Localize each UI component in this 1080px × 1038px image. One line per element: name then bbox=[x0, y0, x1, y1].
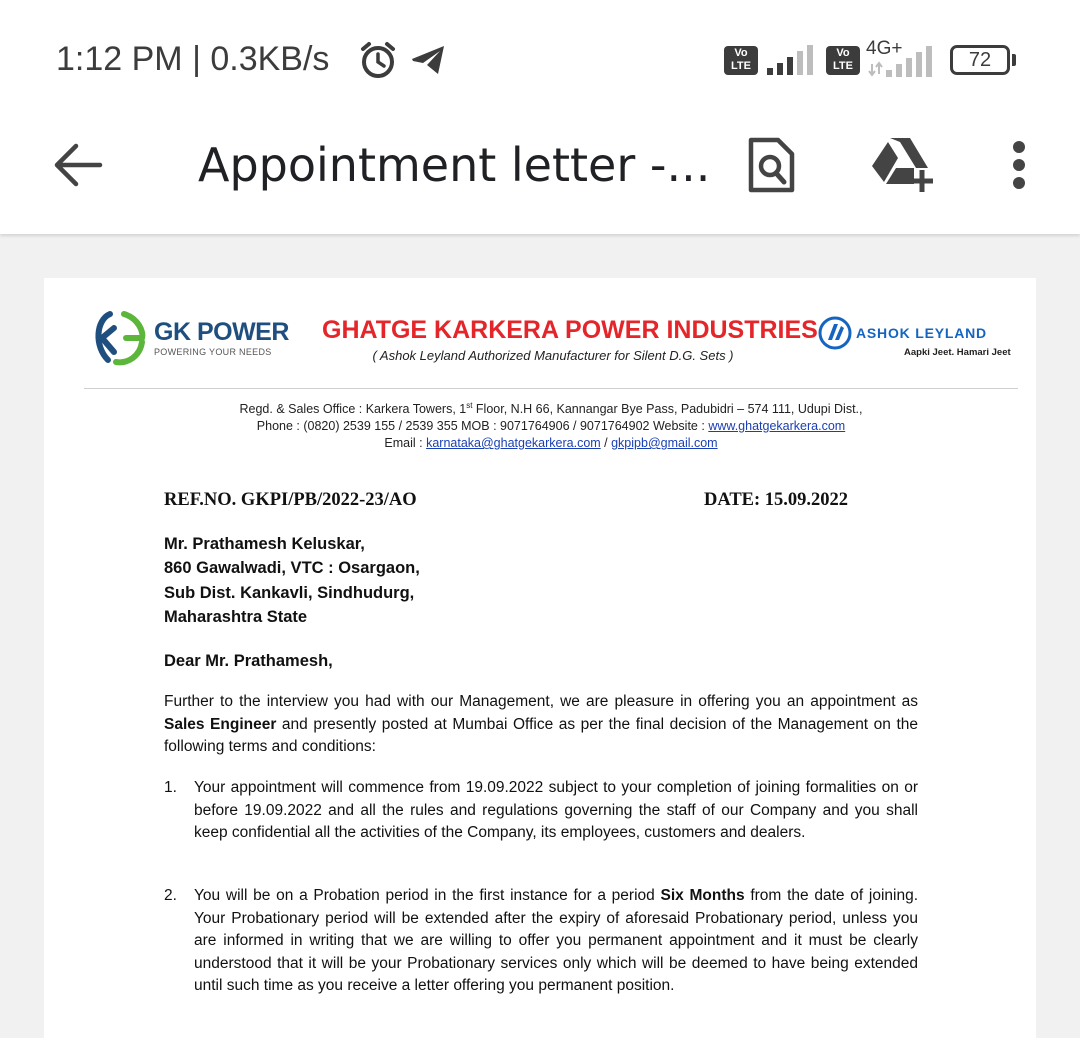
signal-icon-2 bbox=[866, 44, 938, 78]
add-to-drive-icon[interactable] bbox=[870, 136, 936, 194]
letter-date: DATE: 15.09.2022 bbox=[704, 490, 849, 510]
gk-power-logo-icon bbox=[88, 308, 148, 368]
ashok-leyland-tagline: Aapki Jeet. Hamari Jeet bbox=[904, 347, 1011, 358]
app-toolbar bbox=[0, 118, 1080, 234]
company-name: GHATGE KARKERA POWER INDUSTRIES bbox=[322, 316, 818, 344]
gk-power-tagline: POWERING YOUR NEEDS bbox=[154, 347, 272, 357]
battery-icon bbox=[950, 45, 1010, 75]
contact-email: Email : karnataka@ghatgekarkera.com / gkpipb@gmail.com bbox=[384, 436, 718, 450]
list-item bbox=[164, 885, 918, 998]
addressee-line: 860 Gawalwadi, VTC : Osargaon, bbox=[164, 559, 420, 578]
addressee-line: Sub Dist. Kankavli, Sindhudurg, bbox=[164, 583, 415, 602]
status-time-speed: 1:12 PM | 0.3KB/s bbox=[56, 40, 330, 78]
list-item-text: You will be on a Probation period in the first instance for a period Six Months from the date of joining. Your Probationary period will be extended after the expiry of aforesaid Probationary period, unless you are informed in writing that we are willing to offer you permanent appointment and it must be clearly understood that it will be your Probationary services only which will be deemed to have being extended until such time as you receive a letter offering you permanent position. bbox=[194, 887, 919, 994]
company-subtitle: ( Ashok Leyland Authorized Manufacturer for Silent D.G. Sets ) bbox=[372, 348, 734, 363]
alarm-icon bbox=[357, 40, 399, 80]
reference-number: REF.NO. GKPI/PB/2022-23/AO bbox=[164, 490, 417, 510]
battery-level: 72 bbox=[968, 49, 992, 71]
salutation: Dear Mr. Prathamesh, bbox=[164, 652, 333, 670]
list-item bbox=[164, 777, 918, 845]
gk-power-name: GK POWER bbox=[154, 318, 289, 346]
letterhead-divider bbox=[84, 388, 1018, 389]
status-time: 1:12 PM bbox=[56, 40, 183, 78]
status-speed: 0.3KB/s bbox=[210, 40, 330, 78]
volte-icon-2: Vo LTE bbox=[826, 46, 860, 75]
contact-phone: Phone : (0820) 2539 155 / 2539 355 MOB : 9071764906 / 9071764902 Website : www.ghatgekarkera.com bbox=[256, 419, 846, 433]
more-vert-icon[interactable] bbox=[1008, 140, 1030, 190]
email-link-2[interactable]: gkpipb@gmail.com bbox=[611, 436, 718, 450]
addressee-block bbox=[164, 532, 420, 629]
addressee-line: Mr. Prathamesh Keluskar, bbox=[164, 535, 365, 553]
find-in-page-icon[interactable] bbox=[746, 136, 796, 194]
office-address: Regd. & Sales Office : Karkera Towers, 1st Floor, N.H 66, Kannangar Bye Pass, Padubidri – 574 111, Udupi Dist., bbox=[239, 401, 863, 417]
addressee-line: Maharashtra State bbox=[164, 607, 308, 626]
document-page bbox=[44, 278, 1036, 1038]
battery-tip bbox=[1012, 54, 1016, 66]
network-type: 4G+ bbox=[866, 38, 903, 59]
telegram-icon bbox=[410, 44, 446, 76]
ashok-leyland-logo-icon bbox=[818, 316, 852, 350]
list-item-number: 2. bbox=[164, 887, 177, 904]
list-item-number: 1. bbox=[164, 779, 177, 796]
back-arrow-icon[interactable] bbox=[52, 140, 104, 190]
status-bar bbox=[0, 0, 1080, 118]
ashok-leyland-name: ASHOK LEYLAND bbox=[856, 325, 987, 341]
email-link-1[interactable]: karnataka@ghatgekarkera.com bbox=[426, 436, 601, 450]
signal-icon bbox=[766, 44, 818, 76]
intro-paragraph: Further to the interview you had with our Management, we are pleasure in offering you an appointment as Sales Engineer and presently posted at Mumbai Office as per the final decision of the Management on the following terms and conditions: bbox=[164, 693, 918, 755]
volte-icon: Vo LTE bbox=[724, 46, 758, 75]
website-link[interactable]: www.ghatgekarkera.com bbox=[708, 419, 846, 433]
document-title: Appointment letter -... bbox=[198, 138, 711, 192]
list-item-text: Your appointment will commence from 19.09.2022 subject to your completion of joining formalities on or before 19.09.2022 and all the rules and regulations governing the staff of our Company and you shall keep confidential all the activities of the Company, its employees, customers and dealers. bbox=[194, 779, 918, 841]
